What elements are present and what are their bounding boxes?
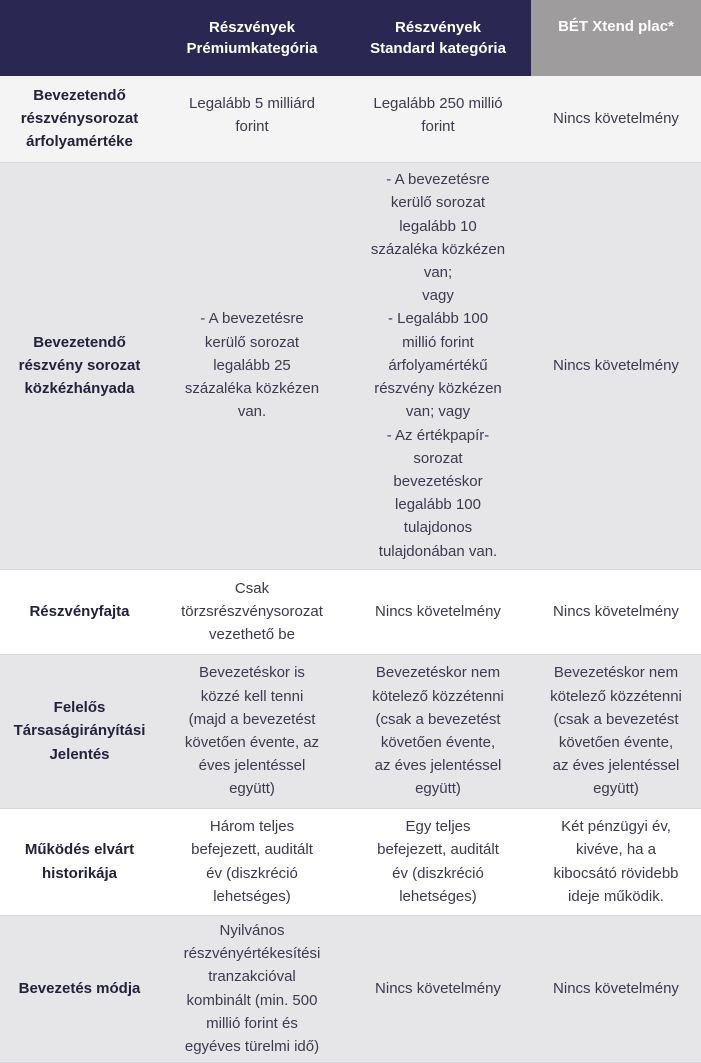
cell-xtend: Nincs követelmény — [553, 356, 679, 374]
cell-premium: Nyilvános részvényértékesítési tranzakcióval kombinált (min. 500 millió forint és egyéves türelmi idő) — [183, 921, 321, 1055]
cell-standard: Egy teljes befejezett, auditált év (diszkréció lehetséges) — [377, 818, 499, 905]
row-label: Bevezetendő részvény sorozat közkézhányada — [18, 333, 141, 398]
row-label: Bevezetendő részvénysorozat árfolyamértéke — [20, 86, 139, 151]
cell-premium: - A bevezetésre kerülő sorozat legalább 25 százaléka közkézen van. — [184, 310, 320, 421]
header-standard: Részvények Standard kategória — [345, 0, 531, 76]
row-label: Felelős Társaságirányítási Jelentés — [13, 699, 146, 763]
cell-premium: Legalább 5 milliárd forint — [189, 95, 315, 136]
row-label: Bevezetés módja — [18, 979, 141, 997]
header-corner — [0, 0, 159, 76]
header-row — [0, 0, 701, 76]
cell-standard: - A bevezetésre kerülő sorozat legalább 10 százaléka közkézen van; vagy - Legalább 100 millió forint árfolyamértékű részvény közkézen van; vagy - Az értékpapír- sorozat bevezetéskor legalább 100 tulajdonos tulajdonában van. — [370, 171, 506, 560]
cell-xtend: Nincs követelmény — [553, 979, 679, 997]
row-governance-report — [0, 654, 701, 808]
cell-standard: Nincs követelmény — [375, 602, 501, 620]
row-market-cap — [0, 76, 701, 162]
cell-premium: Csak törzsrészvénysorozat vezethető be — [181, 579, 323, 644]
row-share-type — [0, 569, 701, 654]
cell-premium: Három teljes befejezett, auditált év (diszkréció lehetséges) — [191, 818, 313, 905]
cell-standard: Legalább 250 millió forint — [373, 95, 503, 136]
cell-standard: Nincs követelmény — [375, 979, 501, 997]
cell-xtend: Bevezetéskor nem kötelező közzétenni (csak a bevezetést követően évente, az éves jelentéssel együtt) — [550, 664, 682, 798]
cell-premium: Bevezetéskor is közzé kell tenni (majd a bevezetést követően évente, az éves jelentéssel együtt) — [184, 664, 320, 798]
row-label: Működés elvárt historikája — [24, 841, 135, 882]
header-xtend: BÉT Xtend plac* — [531, 0, 701, 76]
row-listing-method — [0, 915, 701, 1062]
row-operating-history — [0, 808, 701, 915]
header-premium: Részvények Prémiumkategória — [159, 0, 345, 76]
cell-xtend: Két pénzügyi év, kivéve, ha a kibocsátó rövidebb ideje működik. — [553, 818, 679, 905]
cell-xtend: Nincs követelmény — [553, 602, 679, 620]
row-label: Részvényfajta — [29, 602, 130, 620]
row-free-float — [0, 162, 701, 569]
cell-standard: Bevezetéskor nem kötelező közzétenni (csak a bevezetést követően évente, az éves jelentéssel együtt) — [372, 664, 504, 798]
cell-xtend: Nincs követelmény — [553, 110, 679, 128]
